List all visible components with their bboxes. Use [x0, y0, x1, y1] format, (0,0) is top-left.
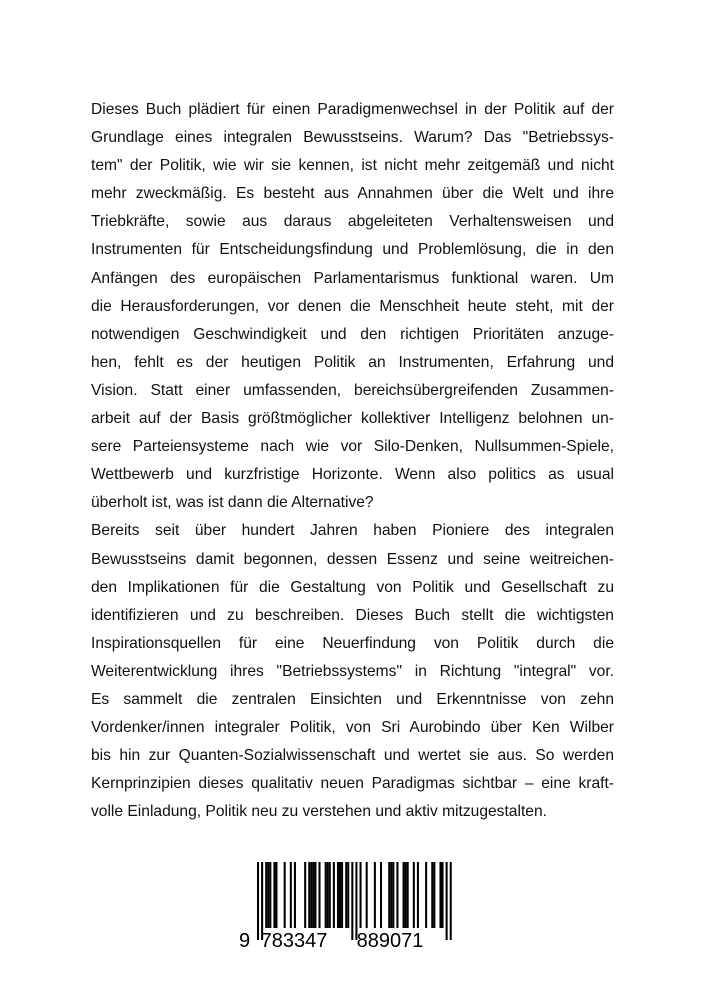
blurb-line: sere Parteiensysteme nach wie vor Silo-Denken, Nullsummen-Spiele, — [91, 438, 614, 456]
blurb-line: Es sammelt die zentralen Einsichten und Erkenntnisse von zehn — [91, 690, 614, 708]
barcode-digit-first: 9 — [239, 930, 251, 950]
blurb-line: Vordenker/innen integraler Politik, von Sri Aurobindo über Ken Wilber — [91, 719, 614, 737]
blurb-line: Dieses Buch plädiert für einen Paradigmenwechsel in der Politik auf der — [91, 101, 614, 118]
barcode-bar — [407, 862, 409, 928]
barcode-bar — [403, 862, 405, 928]
barcode-bar — [275, 862, 277, 928]
barcode-bar — [284, 862, 286, 928]
blurb-line: Inspirationsquellen für eine Neuerfindung von Politik durch die — [91, 634, 614, 652]
barcode-bar — [425, 862, 427, 928]
barcode-bar — [360, 862, 362, 928]
blurb-line: die Herausforderungen, vor denen die Menschheit heute steht, mit der — [91, 297, 614, 315]
blurb-line: Vision. Statt einer umfassenden, bereichsübergreifenden Zusammen- — [91, 381, 614, 399]
blurb-line: tem" der Politik, wie wir sie kennen, ist nicht mehr zeitgemäß und nicht — [91, 157, 614, 175]
barcode-bar — [413, 862, 415, 928]
blurb-line: den Implikationen für die Gestaltung von Politik und Gesellschaft zu — [91, 578, 614, 596]
blurb-line: Weiterentwicklung ihres "Betriebssystems" in Richtung "integral" vor. — [91, 662, 614, 680]
barcode-bar — [374, 862, 376, 928]
blurb-line: überholt ist, was ist dann die Alternative? — [91, 494, 374, 512]
blurb-line: hen, fehlt es der heutigen Politik an Instrumenten, Erfahrung und — [91, 353, 614, 371]
barcode-bar — [345, 862, 347, 928]
barcode-bar — [265, 862, 267, 928]
barcode-bar — [366, 862, 368, 928]
barcode-bar — [333, 862, 335, 928]
barcode-bar — [308, 862, 310, 928]
blurb-line: Kernprinzipien dieses qualitativ neuen Paradigmas sichtbar – eine kraft- — [91, 775, 614, 793]
back-cover-blurb — [91, 96, 614, 826]
barcode-bar — [355, 862, 357, 940]
barcode-bar — [439, 862, 441, 928]
barcode-bar — [417, 862, 419, 928]
barcode-bar — [337, 862, 339, 928]
barcode-bar — [450, 862, 452, 940]
barcode-bar — [339, 862, 341, 928]
barcode-bar — [325, 862, 327, 928]
blurb-line: arbeit auf der Basis größtmöglicher kollektiver Intelligenz belohnen un- — [91, 410, 614, 428]
blurb-line: bis hin zur Quanten-Sozialwissenschaft und wertet sie aus. So werden — [91, 747, 614, 765]
barcode-bar — [312, 862, 314, 928]
blurb-line: Triebkräfte, sowie aus daraus abgeleiteten Verhaltensweisen und — [91, 213, 614, 231]
barcode-digits-left: 783347 — [260, 930, 328, 950]
barcode-bar — [390, 862, 392, 928]
barcode-bar — [329, 862, 331, 928]
blurb-line: notwendigen Geschwindigkeit und den richtigen Prioritäten anzuge- — [91, 325, 614, 343]
barcode-bar — [267, 862, 269, 928]
barcode-bar — [405, 862, 407, 928]
blurb-line: Instrumenten für Entscheidungsfindung und Problemlösung, die in den — [91, 241, 614, 259]
barcode-bar — [304, 862, 306, 928]
blurb-line: Bewusstseins damit begonnen, dessen Essenz und seine weitreichen- — [91, 550, 614, 568]
barcode-bar — [341, 862, 343, 928]
barcode-bar — [442, 862, 444, 928]
barcode-bar — [351, 862, 353, 940]
barcode-bar — [319, 862, 321, 928]
barcode-bar — [347, 862, 349, 928]
barcode-bar — [396, 862, 398, 928]
barcode-bar — [269, 862, 271, 928]
barcode-bar — [310, 862, 312, 928]
blurb-line: Anfängen des europäischen Parlamentarismus funktional waren. Um — [91, 269, 614, 287]
barcode-bar — [431, 862, 433, 928]
blurb-line: identifizieren und zu beschreiben. Dieses Buch stellt die wichtigsten — [91, 606, 614, 624]
barcode-bar — [446, 862, 448, 940]
barcode-bar — [290, 862, 292, 928]
blurb-line: Wettbewerb und kurzfristige Horizonte. Wenn also politics as usual — [91, 466, 614, 484]
blurb-line: Grundlage eines integralen Bewusstseins. Warum? Das "Betriebssys- — [91, 129, 614, 147]
barcode-bar — [257, 862, 259, 940]
barcode-bar — [392, 862, 394, 928]
blurb-line: Bereits seit über hundert Jahren haben Pioniere des integralen — [91, 522, 614, 540]
blurb-line: mehr zweckmäßig. Es besteht aus Annahmen über die Welt und ihre — [91, 185, 614, 203]
barcode-bar — [380, 862, 382, 928]
barcode-bar — [314, 862, 316, 928]
barcode-bar — [327, 862, 329, 928]
barcode-bar — [294, 862, 296, 928]
isbn-barcode — [230, 855, 470, 950]
barcode-bar — [273, 862, 275, 928]
barcode-bar — [261, 862, 263, 940]
blurb-line: volle Einladung, Politik neu zu verstehen und aktiv mitzugestalten. — [91, 803, 547, 821]
barcode-digits-right: 889071 — [356, 930, 424, 950]
barcode-bar — [433, 862, 435, 928]
barcode-bar — [388, 862, 390, 928]
